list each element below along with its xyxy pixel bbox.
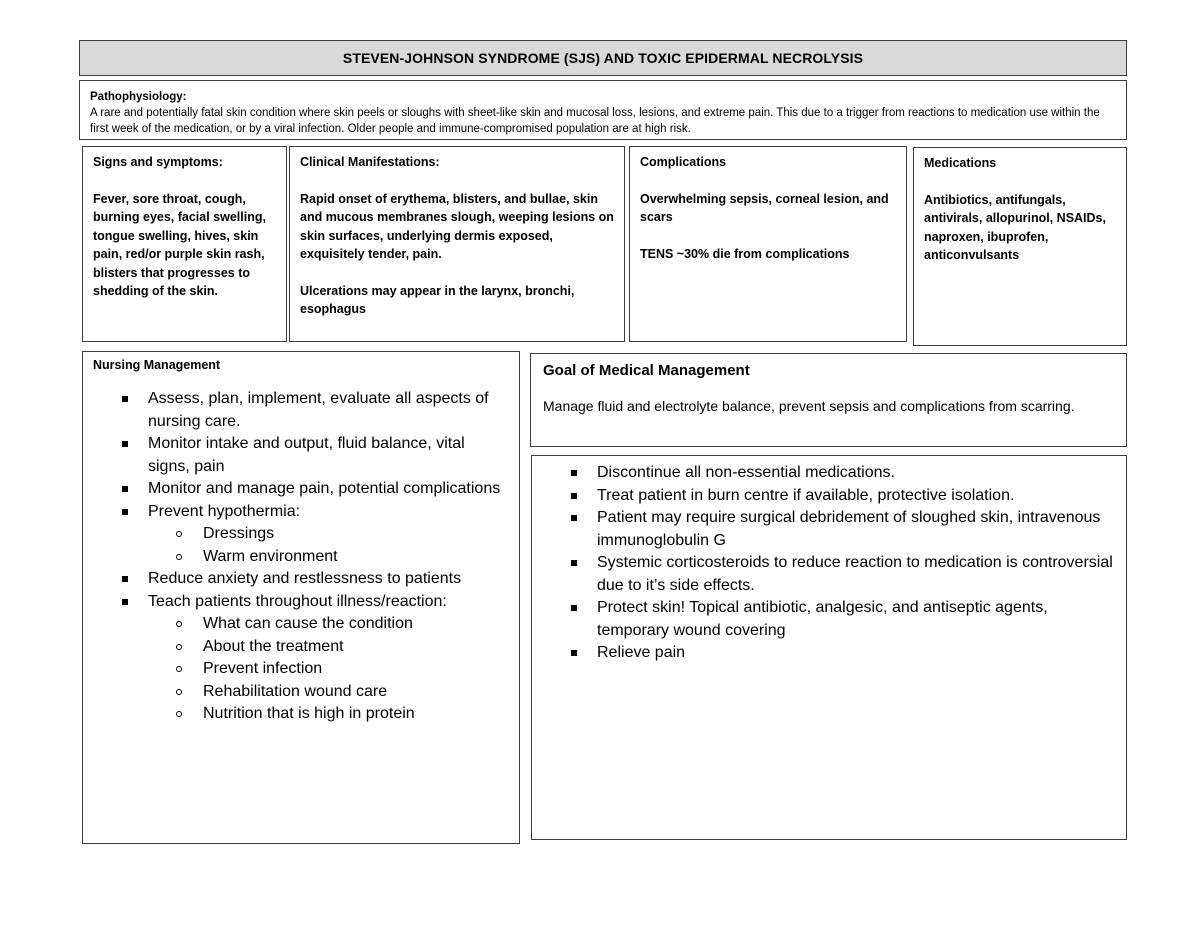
nursing-management-section — [82, 351, 520, 844]
list-item-text: Prevent hypothermia: — [148, 502, 301, 520]
list-item: Systemic corticosteroids to reduce reaction to medication is controversial due to it’s side effects. — [544, 552, 1114, 597]
list-item-hypothermia — [93, 501, 509, 569]
sub-list-item: About the treatment — [148, 636, 509, 659]
goal-heading: Goal of Medical Management — [543, 362, 750, 379]
signs-section — [82, 146, 287, 342]
complications-paragraph: Overwhelming sepsis, corneal lesion, and scars — [640, 191, 889, 224]
list-item-text: Teach patients throughout illness/reaction: — [148, 592, 447, 610]
page-title-text: STEVEN-JOHNSON SYNDROME (SJS) AND TOXIC EPIDERMAL NECROLYSIS — [342, 50, 864, 66]
sub-list-item: What can cause the condition — [148, 613, 509, 636]
list-item: Assess, plan, implement, evaluate all aspects of nursing care. — [93, 388, 509, 433]
medications-section — [913, 147, 1127, 346]
teach-sublist — [148, 613, 509, 726]
medications-heading: Medications — [924, 156, 997, 170]
signs-heading: Signs and symptoms: — [93, 155, 223, 169]
list-item: Relieve pain — [544, 642, 1114, 665]
clinical-paragraph: Rapid onset of erythema, blisters, and bullae, skin and mucous membranes slough, weeping lesions on skin surfaces, underlying dermis exposed, exquisitely tender, pain. — [300, 191, 614, 261]
list-item: Reduce anxiety and restlessness to patients — [93, 568, 509, 591]
sub-list-item: Dressings — [148, 523, 509, 546]
page-title — [79, 40, 1127, 76]
clinical-section — [289, 146, 625, 342]
list-item-teach — [93, 591, 509, 726]
pathophysiology-section — [79, 80, 1127, 140]
complications-section — [629, 146, 907, 342]
goal-text: Manage fluid and electrolyte balance, prevent sepsis and complications from scarring. — [543, 398, 1075, 414]
hypothermia-sublist — [148, 523, 509, 568]
goal-section — [530, 353, 1127, 447]
sub-list-item: Rehabilitation wound care — [148, 681, 509, 704]
list-item: Patient may require surgical debridement of sloughed skin, intravenous immunoglobulin G — [544, 507, 1114, 552]
complications-heading: Complications — [640, 155, 727, 169]
clinical-heading: Clinical Manifestations: — [300, 155, 440, 169]
nursing-heading: Nursing Management — [93, 358, 221, 372]
list-item: Treat patient in burn centre if available, protective isolation. — [544, 485, 1114, 508]
sub-list-item: Nutrition that is high in protein — [148, 703, 509, 726]
list-item: Protect skin! Topical antibiotic, analgesic, and antiseptic agents, temporary wound covering — [544, 597, 1114, 642]
list-item: Monitor intake and output, fluid balance, vital signs, pain — [93, 433, 509, 478]
medical-management-section — [531, 455, 1127, 840]
nursing-list — [93, 388, 509, 726]
sub-list-item: Warm environment — [148, 546, 509, 569]
list-item: Discontinue all non-essential medications. — [544, 462, 1114, 485]
medical-management-list — [544, 462, 1114, 665]
complications-paragraph: TENS ~30% die from complications — [640, 246, 850, 261]
list-item: Monitor and manage pain, potential complications — [93, 478, 509, 501]
signs-text: Fever, sore throat, cough, burning eyes, facial swelling, tongue swelling, hives, skin pain, red/or purple skin rash, blisters that progresses to shedding of the skin. — [93, 191, 266, 298]
medications-text: Antibiotics, antifungals, antivirals, allopurinol, NSAIDs, naproxen, ibuprofen, anticonvulsants — [924, 192, 1106, 262]
clinical-paragraph: Ulcerations may appear in the larynx, bronchi, esophagus — [300, 283, 575, 316]
pathophysiology-label: Pathophysiology: — [90, 91, 187, 103]
pathophysiology-text: A rare and potentially fatal skin condition where skin peels or sloughs with sheet-like skin and mucosal loss, lesions, and extreme pain. This due to a trigger from reactions to medication use within the first week of the medication, or by a viral infection. Older people and immune-compromised population are at high risk. — [90, 107, 1100, 135]
sub-list-item: Prevent infection — [148, 658, 509, 681]
